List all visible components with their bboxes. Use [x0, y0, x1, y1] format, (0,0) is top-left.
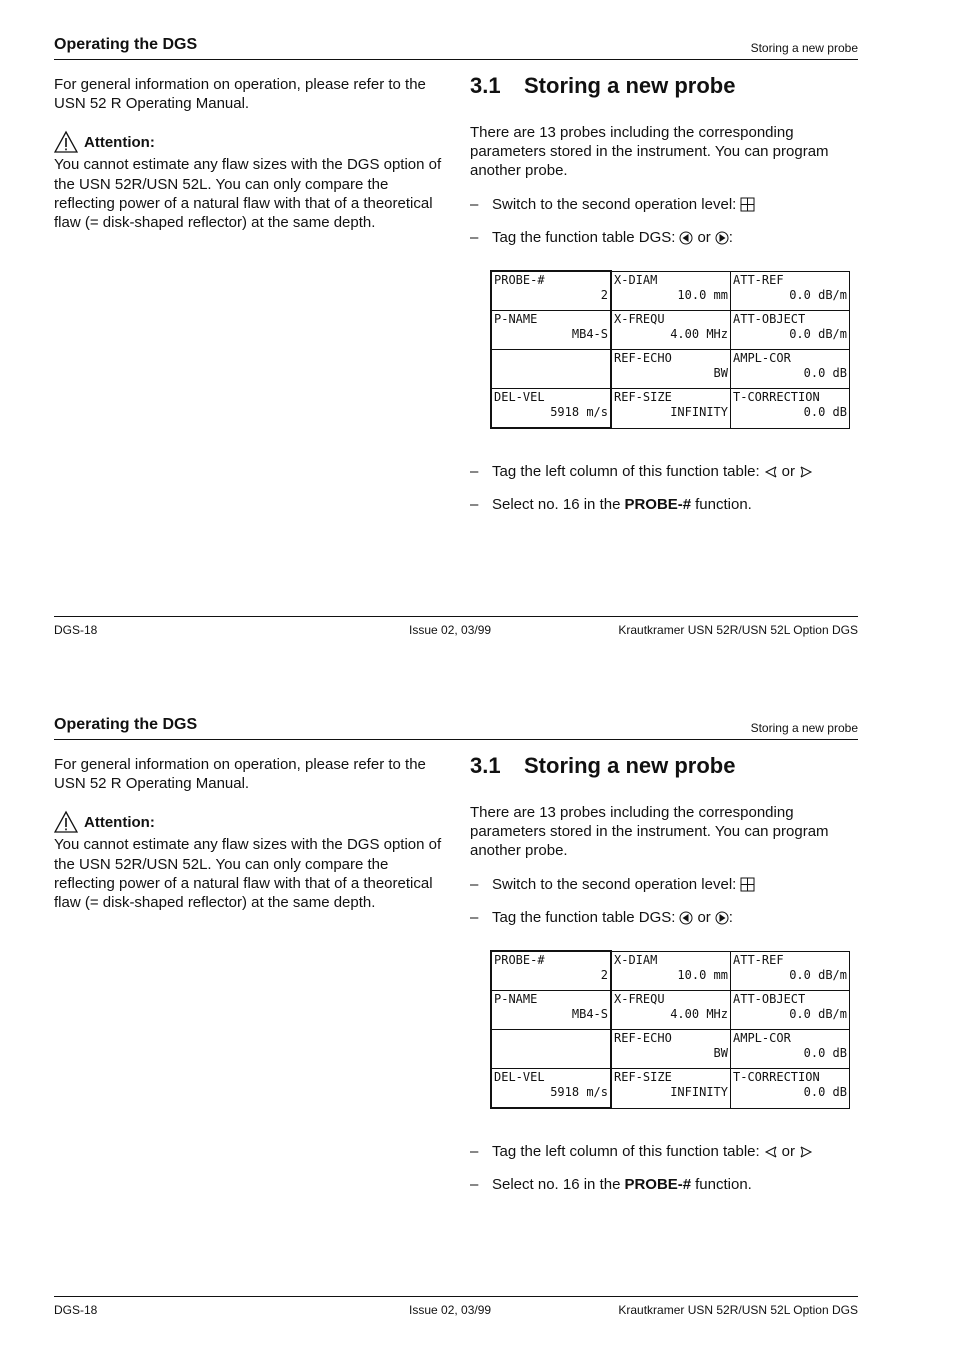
attention-label: Attention: — [84, 133, 155, 151]
function-name: X-DIAM — [614, 952, 658, 967]
left-outline-arrow-key-icon — [764, 1145, 778, 1159]
function-table-row — [491, 389, 850, 429]
function-value: 0.0 dB/m — [789, 327, 847, 341]
function-value: INFINITY — [670, 1085, 728, 1099]
step-text: Select no. 16 in the — [492, 496, 621, 514]
step-text: or — [697, 229, 711, 246]
function-table-cell — [491, 311, 611, 350]
issue-date: Issue 02, 03/99 — [409, 623, 492, 637]
function-table-cell — [491, 389, 611, 429]
list-dash: – — [470, 909, 479, 926]
step-text: function. — [695, 496, 752, 514]
function-value: MB4-S — [571, 1007, 608, 1021]
function-value: 10.0 mm — [677, 967, 728, 982]
step-text: or — [697, 909, 711, 926]
footer-rule — [54, 1296, 858, 1297]
function-name: ATT-OBJECT — [733, 992, 806, 1006]
function-value: 0.0 dB — [803, 366, 847, 380]
step-select-probe — [470, 495, 862, 515]
function-value: 0.0 dB/m — [789, 287, 847, 302]
body-paragraph: There are 13 probes including the corresponding parameters stored in the instrument. You can program another probe. — [470, 124, 829, 180]
list-dash: – — [470, 196, 479, 213]
function-value: 0.0 dB — [803, 1085, 847, 1099]
function-value: 0.0 dB — [803, 1046, 847, 1060]
function-table-cell — [611, 1069, 731, 1109]
step-tag-left-column — [470, 1142, 862, 1162]
step-select-probe — [470, 1175, 862, 1195]
function-value: MB4-S — [571, 327, 608, 341]
function-name: ATT-REF — [733, 272, 784, 287]
list-dash: – — [470, 496, 479, 514]
step-text: function. — [695, 1176, 752, 1194]
attention-heading — [54, 809, 446, 835]
function-name: REF-ECHO — [614, 351, 672, 365]
step-tag-left-column — [470, 462, 862, 482]
function-table-cell — [611, 991, 731, 1030]
intro-paragraph: For general information on operation, please refer to the USN 52 R Operating Manual. — [54, 76, 426, 113]
function-value: 2 — [600, 968, 608, 982]
step-tag-dgs — [470, 228, 862, 248]
function-table-row — [491, 1030, 850, 1069]
warning-triangle-icon — [54, 130, 78, 154]
function-name: AMPL-COR — [733, 351, 791, 365]
function-value: 4.00 MHz — [670, 327, 728, 341]
function-name: REF-SIZE — [614, 390, 672, 404]
step-text: or — [781, 1143, 795, 1161]
right-arrow-key-icon — [715, 231, 729, 245]
function-value: 0.0 dB/m — [789, 967, 847, 982]
left-column — [54, 755, 446, 912]
function-table-row — [491, 271, 850, 311]
step-text: Switch to the second operation level: — [492, 876, 737, 893]
footer-rule — [54, 616, 858, 617]
function-table-row — [491, 951, 850, 991]
function-table-row — [491, 991, 850, 1030]
header-rule — [54, 739, 858, 740]
step-text: : — [728, 229, 733, 246]
attention-text: You cannot estimate any flaw sizes with the DGS option of the USN 52R/USN 52L. You can only compare the reflecting power of a natural flaw with that of a theoretical flaw (= disk-shaped reflector) at the same depth. — [54, 156, 442, 232]
issue-date: Issue 02, 03/99 — [409, 1303, 492, 1317]
left-arrow-key-icon — [679, 231, 693, 245]
section-title: Storing a new probe — [524, 753, 736, 778]
running-header: Storing a new probe — [750, 721, 858, 735]
list-dash: – — [470, 1143, 479, 1161]
right-column — [470, 803, 862, 928]
step-text: Tag the left column of this function table: — [492, 463, 760, 481]
function-name: REF-ECHO — [614, 1031, 672, 1045]
function-table-cell — [491, 1030, 611, 1069]
function-table-cell — [491, 271, 611, 311]
manual-page — [0, 680, 954, 1355]
dgs-function-table — [490, 270, 850, 429]
function-name: X-FREQU — [614, 312, 665, 326]
step-text: Tag the function table DGS: — [492, 909, 676, 926]
left-outline-arrow-key-icon — [764, 465, 778, 479]
function-name: DEL-VEL — [494, 390, 545, 404]
function-table-row — [491, 1069, 850, 1109]
function-value: BW — [713, 1046, 728, 1060]
plus-square-key-icon — [740, 197, 755, 212]
function-name: X-FREQU — [614, 992, 665, 1006]
product-name: Krautkramer USN 52R/USN 52L Option DGS — [618, 623, 858, 637]
function-table-row — [491, 350, 850, 389]
function-table-cell — [611, 1030, 731, 1069]
function-table-cell — [731, 271, 850, 311]
function-name: PROBE-# — [494, 273, 545, 287]
function-table-row — [491, 311, 850, 350]
function-table-cell — [611, 311, 731, 350]
section-heading — [470, 753, 735, 779]
function-table-cell — [731, 1030, 850, 1069]
right-arrow-key-icon — [715, 911, 729, 925]
step-text: Tag the function table DGS: — [492, 229, 676, 246]
function-name: ATT-OBJECT — [733, 312, 806, 326]
chapter-title: Operating the DGS — [54, 716, 198, 733]
function-table-cell — [611, 271, 731, 311]
function-name: PROBE-# — [624, 1176, 692, 1194]
function-name: X-DIAM — [614, 272, 658, 287]
manual-page — [0, 0, 954, 675]
attention-label: Attention: — [84, 813, 155, 831]
list-dash: – — [470, 1176, 479, 1194]
function-value: 2 — [600, 288, 608, 302]
function-value: 0.0 dB/m — [789, 1007, 847, 1021]
right-outline-arrow-key-icon — [799, 1145, 813, 1159]
body-paragraph: There are 13 probes including the corresponding parameters stored in the instrument. You can program another probe. — [470, 804, 829, 860]
list-dash: – — [470, 229, 479, 246]
function-value: INFINITY — [670, 405, 728, 419]
left-arrow-key-icon — [679, 911, 693, 925]
section-title: Storing a new probe — [524, 73, 736, 98]
function-table-cell — [731, 350, 850, 389]
function-value: 0.0 dB — [803, 405, 847, 419]
function-table-cell — [731, 311, 850, 350]
dgs-function-table — [490, 950, 850, 1109]
left-column — [54, 75, 446, 232]
product-name: Krautkramer USN 52R/USN 52L Option DGS — [618, 1303, 858, 1317]
step-text: Tag the left column of this function table: — [492, 1143, 760, 1161]
list-dash: – — [470, 463, 479, 481]
right-column — [470, 123, 862, 248]
function-table-cell — [491, 951, 611, 991]
function-table-cell — [731, 951, 850, 991]
function-table-cell — [611, 951, 731, 991]
function-name: PROBE-# — [494, 953, 545, 967]
function-table-cell — [611, 389, 731, 429]
list-dash: – — [470, 876, 479, 893]
warning-triangle-icon — [54, 810, 78, 834]
function-name: T-CORRECTION — [733, 390, 820, 404]
function-value: BW — [713, 366, 728, 380]
step-text: Switch to the second operation level: — [492, 196, 737, 213]
function-table-cell — [731, 1069, 850, 1109]
attention-heading — [54, 129, 446, 155]
function-value: 10.0 mm — [677, 287, 728, 302]
function-name: P-NAME — [494, 992, 538, 1006]
function-name: P-NAME — [494, 312, 538, 326]
right-column-lower — [470, 1142, 862, 1195]
function-table-cell — [491, 350, 611, 389]
step-text: or — [781, 463, 795, 481]
page-number: DGS-18 — [54, 1303, 98, 1317]
function-value: 5918 m/s — [550, 405, 608, 419]
section-number: 3.1 — [470, 753, 501, 778]
function-name: DEL-VEL — [494, 1070, 545, 1084]
function-name: AMPL-COR — [733, 1031, 791, 1045]
section-heading — [470, 73, 735, 99]
step-second-level — [470, 195, 862, 215]
intro-paragraph: For general information on operation, please refer to the USN 52 R Operating Manual. — [54, 756, 426, 793]
function-name: T-CORRECTION — [733, 1070, 820, 1084]
plus-square-key-icon — [740, 877, 755, 892]
running-header: Storing a new probe — [750, 41, 858, 55]
function-value: 4.00 MHz — [670, 1007, 728, 1021]
function-table-cell — [731, 389, 850, 429]
attention-text: You cannot estimate any flaw sizes with the DGS option of the USN 52R/USN 52L. You can only compare the reflecting power of a natural flaw with that of a theoretical flaw (= disk-shaped reflector) at the same depth. — [54, 836, 442, 912]
function-table-cell — [491, 991, 611, 1030]
step-text: Select no. 16 in the — [492, 1176, 621, 1194]
right-column-lower — [470, 462, 862, 515]
function-name: PROBE-# — [624, 496, 692, 514]
function-table-cell — [731, 991, 850, 1030]
chapter-title: Operating the DGS — [54, 36, 198, 53]
right-outline-arrow-key-icon — [799, 465, 813, 479]
function-name: ATT-REF — [733, 952, 784, 967]
header-rule — [54, 59, 858, 60]
page-number: DGS-18 — [54, 623, 98, 637]
step-tag-dgs — [470, 908, 862, 928]
function-value: 5918 m/s — [550, 1085, 608, 1099]
step-second-level — [470, 875, 862, 895]
function-name: REF-SIZE — [614, 1070, 672, 1084]
step-text: : — [728, 909, 733, 926]
function-table-cell — [491, 1069, 611, 1109]
section-number: 3.1 — [470, 73, 501, 98]
function-table-cell — [611, 350, 731, 389]
